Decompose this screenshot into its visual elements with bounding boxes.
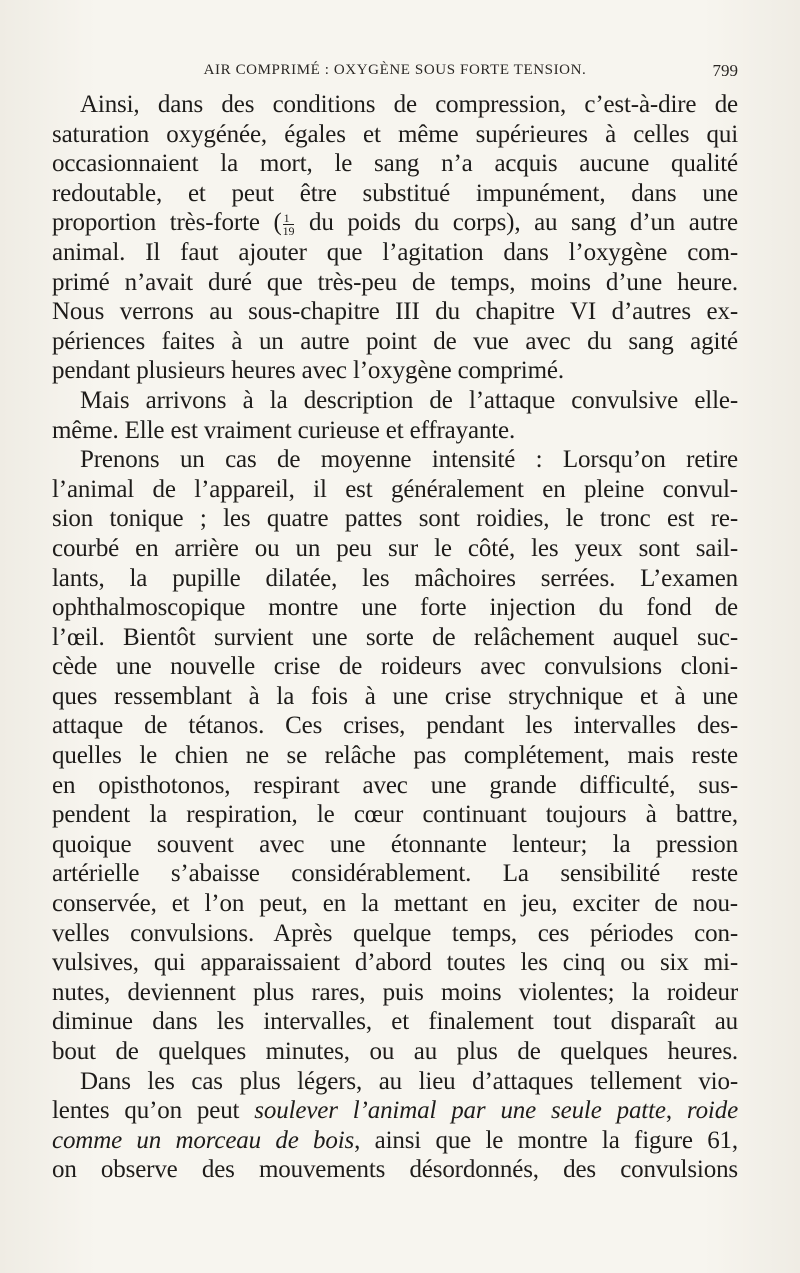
body-text xyxy=(52,90,738,1185)
fraction-denominator: 19 xyxy=(282,224,295,239)
fraction xyxy=(283,212,295,237)
text-line: ques ressemblant à la fois à une crise strychnique et à une xyxy=(52,682,738,710)
italic-text: soulever l’animal par une seule patte xyxy=(254,1097,666,1125)
page-header xyxy=(52,62,738,86)
text-line: l’animal de l’appareil, il est généralement en pleine convul- xyxy=(52,475,738,503)
text-run: du poids du corps), au sang d’un autre xyxy=(295,209,739,237)
text-run: proportion très-forte ( xyxy=(52,209,282,237)
text-line: quoique souvent avec une étonnante lenteur; la pression xyxy=(52,830,738,858)
text-line: périences faites à un autre point de vue avec du sang agité xyxy=(52,327,738,355)
paragraph xyxy=(52,1067,738,1185)
text-line: Dans les cas plus légers, au lieu d’attaques tellement vio- xyxy=(80,1067,738,1095)
text-line: conservée, et l’on peut, en la mettant en jeu, exciter de nou- xyxy=(52,890,738,918)
text-line xyxy=(52,208,738,238)
text-run: , xyxy=(665,1097,687,1125)
text-line xyxy=(52,1096,738,1126)
text-line: Mais arrivons à la description de l’attaque convulsive elle- xyxy=(80,386,738,414)
text-line: vulsives, qui apparaissaient d’abord toutes les cinq ou six mi- xyxy=(52,949,738,977)
text-line: en opisthotonos, respirant avec une grande difficulté, sus- xyxy=(52,771,738,799)
italic-text: comme un morceau de bois xyxy=(52,1126,355,1154)
running-head: AIR COMPRIMÉ : OXYGÈNE SOUS FORTE TENSION. xyxy=(203,62,587,78)
text-line: lants, la pupille dilatée, les mâchoires serrées. L’examen xyxy=(52,564,738,592)
page-number: 799 xyxy=(712,61,738,80)
text-line: saturation oxygénée, égales et même supérieures à celles qui xyxy=(52,120,738,148)
text-line: pendant plusieurs heures avec l’oxygène comprimé. xyxy=(52,357,564,385)
text-line: artérielle s’abaisse considérablement. La sensibilité reste xyxy=(52,860,738,888)
text-line: ophthalmoscopique montre une forte injection du fond de xyxy=(52,594,738,622)
paragraph xyxy=(52,445,738,1066)
fraction-numerator: 1 xyxy=(283,212,295,225)
text-line: cède une nouvelle crise de roideurs avec convulsions cloni- xyxy=(52,653,738,681)
text-line: bout de quelques minutes, ou au plus de quelques heures. xyxy=(52,1038,738,1065)
text-line: Ainsi, dans des conditions de compression, c’est-à-dire de xyxy=(80,91,738,118)
text-run: lentes qu’on peut xyxy=(52,1097,255,1125)
text-line: redoutable, et peut être substitué impunément, dans une xyxy=(52,179,738,207)
text-line: courbé en arrière ou un peu sur le côté, les yeux sont sail- xyxy=(52,534,738,562)
paragraph xyxy=(52,386,738,445)
text-line: quelles le chien ne se relâche pas complétement, mais reste xyxy=(52,742,738,770)
text-line xyxy=(52,1126,738,1156)
text-line: Nous verrons au sous-chapitre III du chapitre VI d’autres ex- xyxy=(52,298,738,326)
text-line: diminue dans les intervalles, et finalement tout disparaît au xyxy=(52,1008,738,1036)
text-line: Prenons un cas de moyenne intensité : Lorsqu’on retire xyxy=(80,446,738,474)
text-run: , ainsi que le montre la figure 61, xyxy=(354,1126,738,1154)
text-line: animal. Il faut ajouter que l’agitation dans l’oxygène com- xyxy=(52,238,738,266)
text-line: l’œil. Bientôt survient une sorte de relâchement auquel suc- xyxy=(52,623,738,651)
paragraph xyxy=(52,90,738,386)
text-line: primé n’avait duré que très-peu de temps, moins d’une heure. xyxy=(52,268,738,296)
text-line: sion tonique ; les quatre pattes sont roidies, le tronc est re- xyxy=(52,505,738,533)
text-line: attaque de tétanos. Ces crises, pendant les intervalles des- xyxy=(52,712,738,740)
italic-text: roide xyxy=(686,1097,739,1125)
text-line: même. Elle est vraiment curieuse et effrayante. xyxy=(52,416,516,444)
text-line: occasionnaient la mort, le sang n’a acquis aucune qualité xyxy=(52,150,738,178)
text-line: nutes, deviennent plus rares, puis moins violentes; la roideur xyxy=(52,978,738,1006)
text-line: pendent la respiration, le cœur continuant toujours à battre, xyxy=(52,801,738,829)
text-line: on observe des mouvements désordonnés, des convulsions xyxy=(52,1156,738,1184)
text-line: velles convulsions. Après quelque temps, ces périodes con- xyxy=(52,919,738,947)
